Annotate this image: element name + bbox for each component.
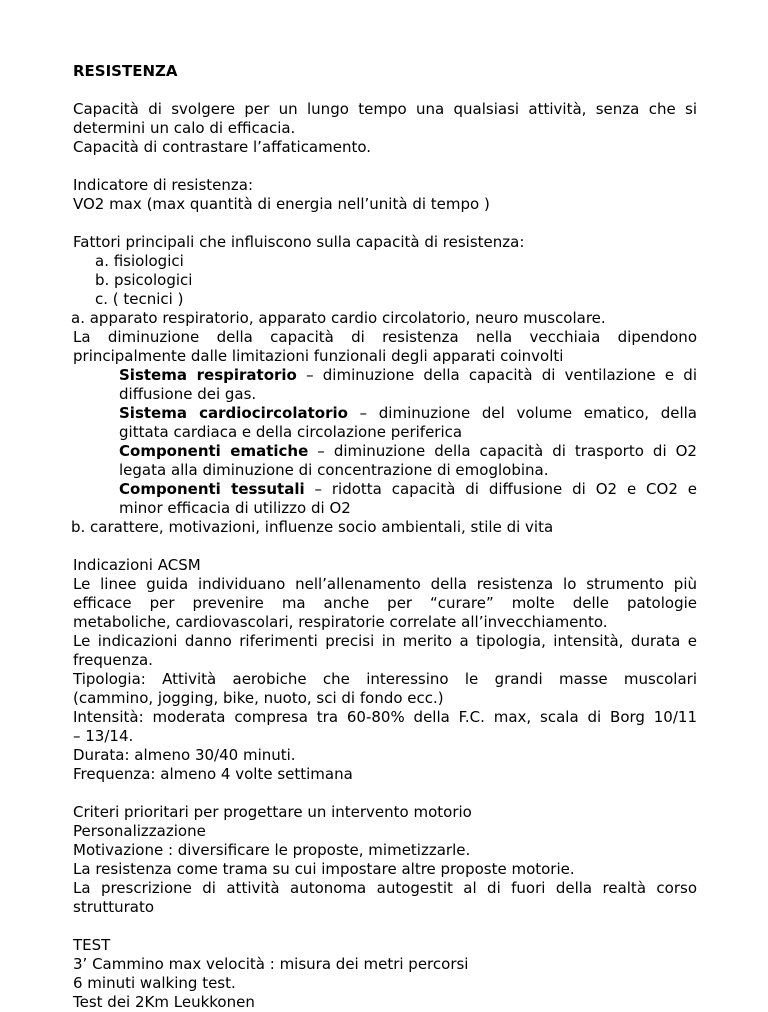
definition-line: Capacità di contrastare l’affaticamento. — [73, 138, 372, 156]
criteria-item: La prescrizione di attività autonoma autogestit al di fuori della realtà corso — [73, 879, 697, 897]
system-text: – diminuzione della capacità di ventilazione e di — [296, 366, 697, 384]
system-text: – diminuzione della capacità di trasporto di O2 — [308, 442, 697, 460]
test-item: 3’ Cammino max velocità : misura dei metri percorsi — [73, 955, 469, 973]
criteria-item: Personalizzazione — [73, 822, 206, 840]
definition-line: Capacità di svolgere per un lungo tempo una qualsiasi attività, senza che si — [73, 100, 697, 118]
intensita-line: – 13/14. — [73, 727, 134, 745]
system-text: legata alla diminuzione di concentrazione di emoglobina. — [119, 461, 549, 479]
system-name: Sistema respiratorio — [119, 366, 297, 384]
acsm-paragraph-line: frequenza. — [73, 651, 153, 669]
spacer — [73, 81, 697, 100]
acsm-paragraph-line: Le linee guida individuano nell’allenamento della resistenza lo strumento più — [73, 575, 697, 593]
spacer — [73, 537, 697, 556]
criteria-item: La resistenza come trama su cui impostare altre proposte motorie. — [73, 860, 575, 878]
system-text: minor efficacia di utilizzo di O2 — [119, 499, 351, 517]
tipologia-line: (cammino, jogging, bike, nuoto, sci di fondo ecc.) — [73, 689, 444, 707]
criteria-item: Motivazione : diversificare le proposte, mimetizzarle. — [73, 841, 471, 859]
system-text: diffusione dei gas. — [119, 385, 257, 403]
system-name: Sistema cardiocircolatorio — [119, 404, 348, 422]
acsm-heading: Indicazioni ACSM — [73, 556, 201, 574]
test-item: 6 minuti walking test. — [73, 974, 236, 992]
definition-line: determini un calo di efficacia. — [73, 119, 296, 137]
spacer — [73, 157, 697, 176]
decline-line: La diminuzione della capacità di resistenza nella vecchiaia dipendono — [73, 328, 697, 346]
spacer — [73, 784, 697, 803]
system-name: Componenti tessutali — [119, 480, 305, 498]
spacer — [73, 917, 697, 936]
factors-heading: Fattori principali che influiscono sulla capacità di resistenza: — [73, 233, 525, 251]
acsm-paragraph-line: efficace per prevenire ma anche per “curare” molte delle patologie — [73, 594, 697, 612]
factor-list-item: b. psicologici — [95, 271, 193, 289]
system-text: – ridotta capacità di diffusione di O2 e CO2 e — [304, 480, 697, 498]
document-page — [73, 62, 697, 1012]
tipologia-line: Tipologia: Attività aerobiche che interessino le grandi masse muscolari — [73, 670, 697, 688]
factor-list-item: a. fisiologici — [95, 252, 184, 270]
decline-line: principalmente dalle limitazioni funzionali degli apparati coinvolti — [73, 347, 564, 365]
acsm-paragraph-line: metaboliche, cardiovascolari, respiratorie correlate all’invecchiamento. — [73, 613, 608, 631]
intensita-line: Intensità: moderata compresa tra 60-80% della F.C. max, scala di Borg 10/11 — [73, 708, 697, 726]
spacer — [73, 214, 697, 233]
system-name: Componenti ematiche — [119, 442, 309, 460]
test-heading: TEST — [73, 936, 111, 954]
systems-list — [73, 366, 697, 518]
factor-a-description: a. apparato respiratorio, apparato cardio circolatorio, neuro muscolare. — [71, 309, 606, 327]
test-item: Test dei 2Km Leukkonen — [73, 993, 255, 1011]
system-text: gittata cardiaca e della circolazione periferica — [119, 423, 463, 441]
frequenza-line: Frequenza: almeno 4 volte settimana — [73, 765, 353, 783]
durata-line: Durata: almeno 30/40 minuti. — [73, 746, 296, 764]
document-title: RESISTENZA — [73, 62, 178, 80]
factor-list-item: c. ( tecnici ) — [95, 290, 184, 308]
factor-b-description: b. carattere, motivazioni, influenze socio ambientali, stile di vita — [71, 518, 554, 536]
criteria-item: strutturato — [73, 898, 155, 916]
indicator-label: Indicatore di resistenza: — [73, 176, 254, 194]
indicator-value: VO2 max (max quantità di energia nell’unità di tempo ) — [73, 195, 490, 213]
acsm-paragraph-line: Le indicazioni danno riferimenti precisi in merito a tipologia, intensità, durata e — [73, 632, 697, 650]
criteria-heading: Criteri prioritari per progettare un intervento motorio — [73, 803, 472, 821]
system-text: – diminuzione del volume ematico, della — [347, 404, 697, 422]
